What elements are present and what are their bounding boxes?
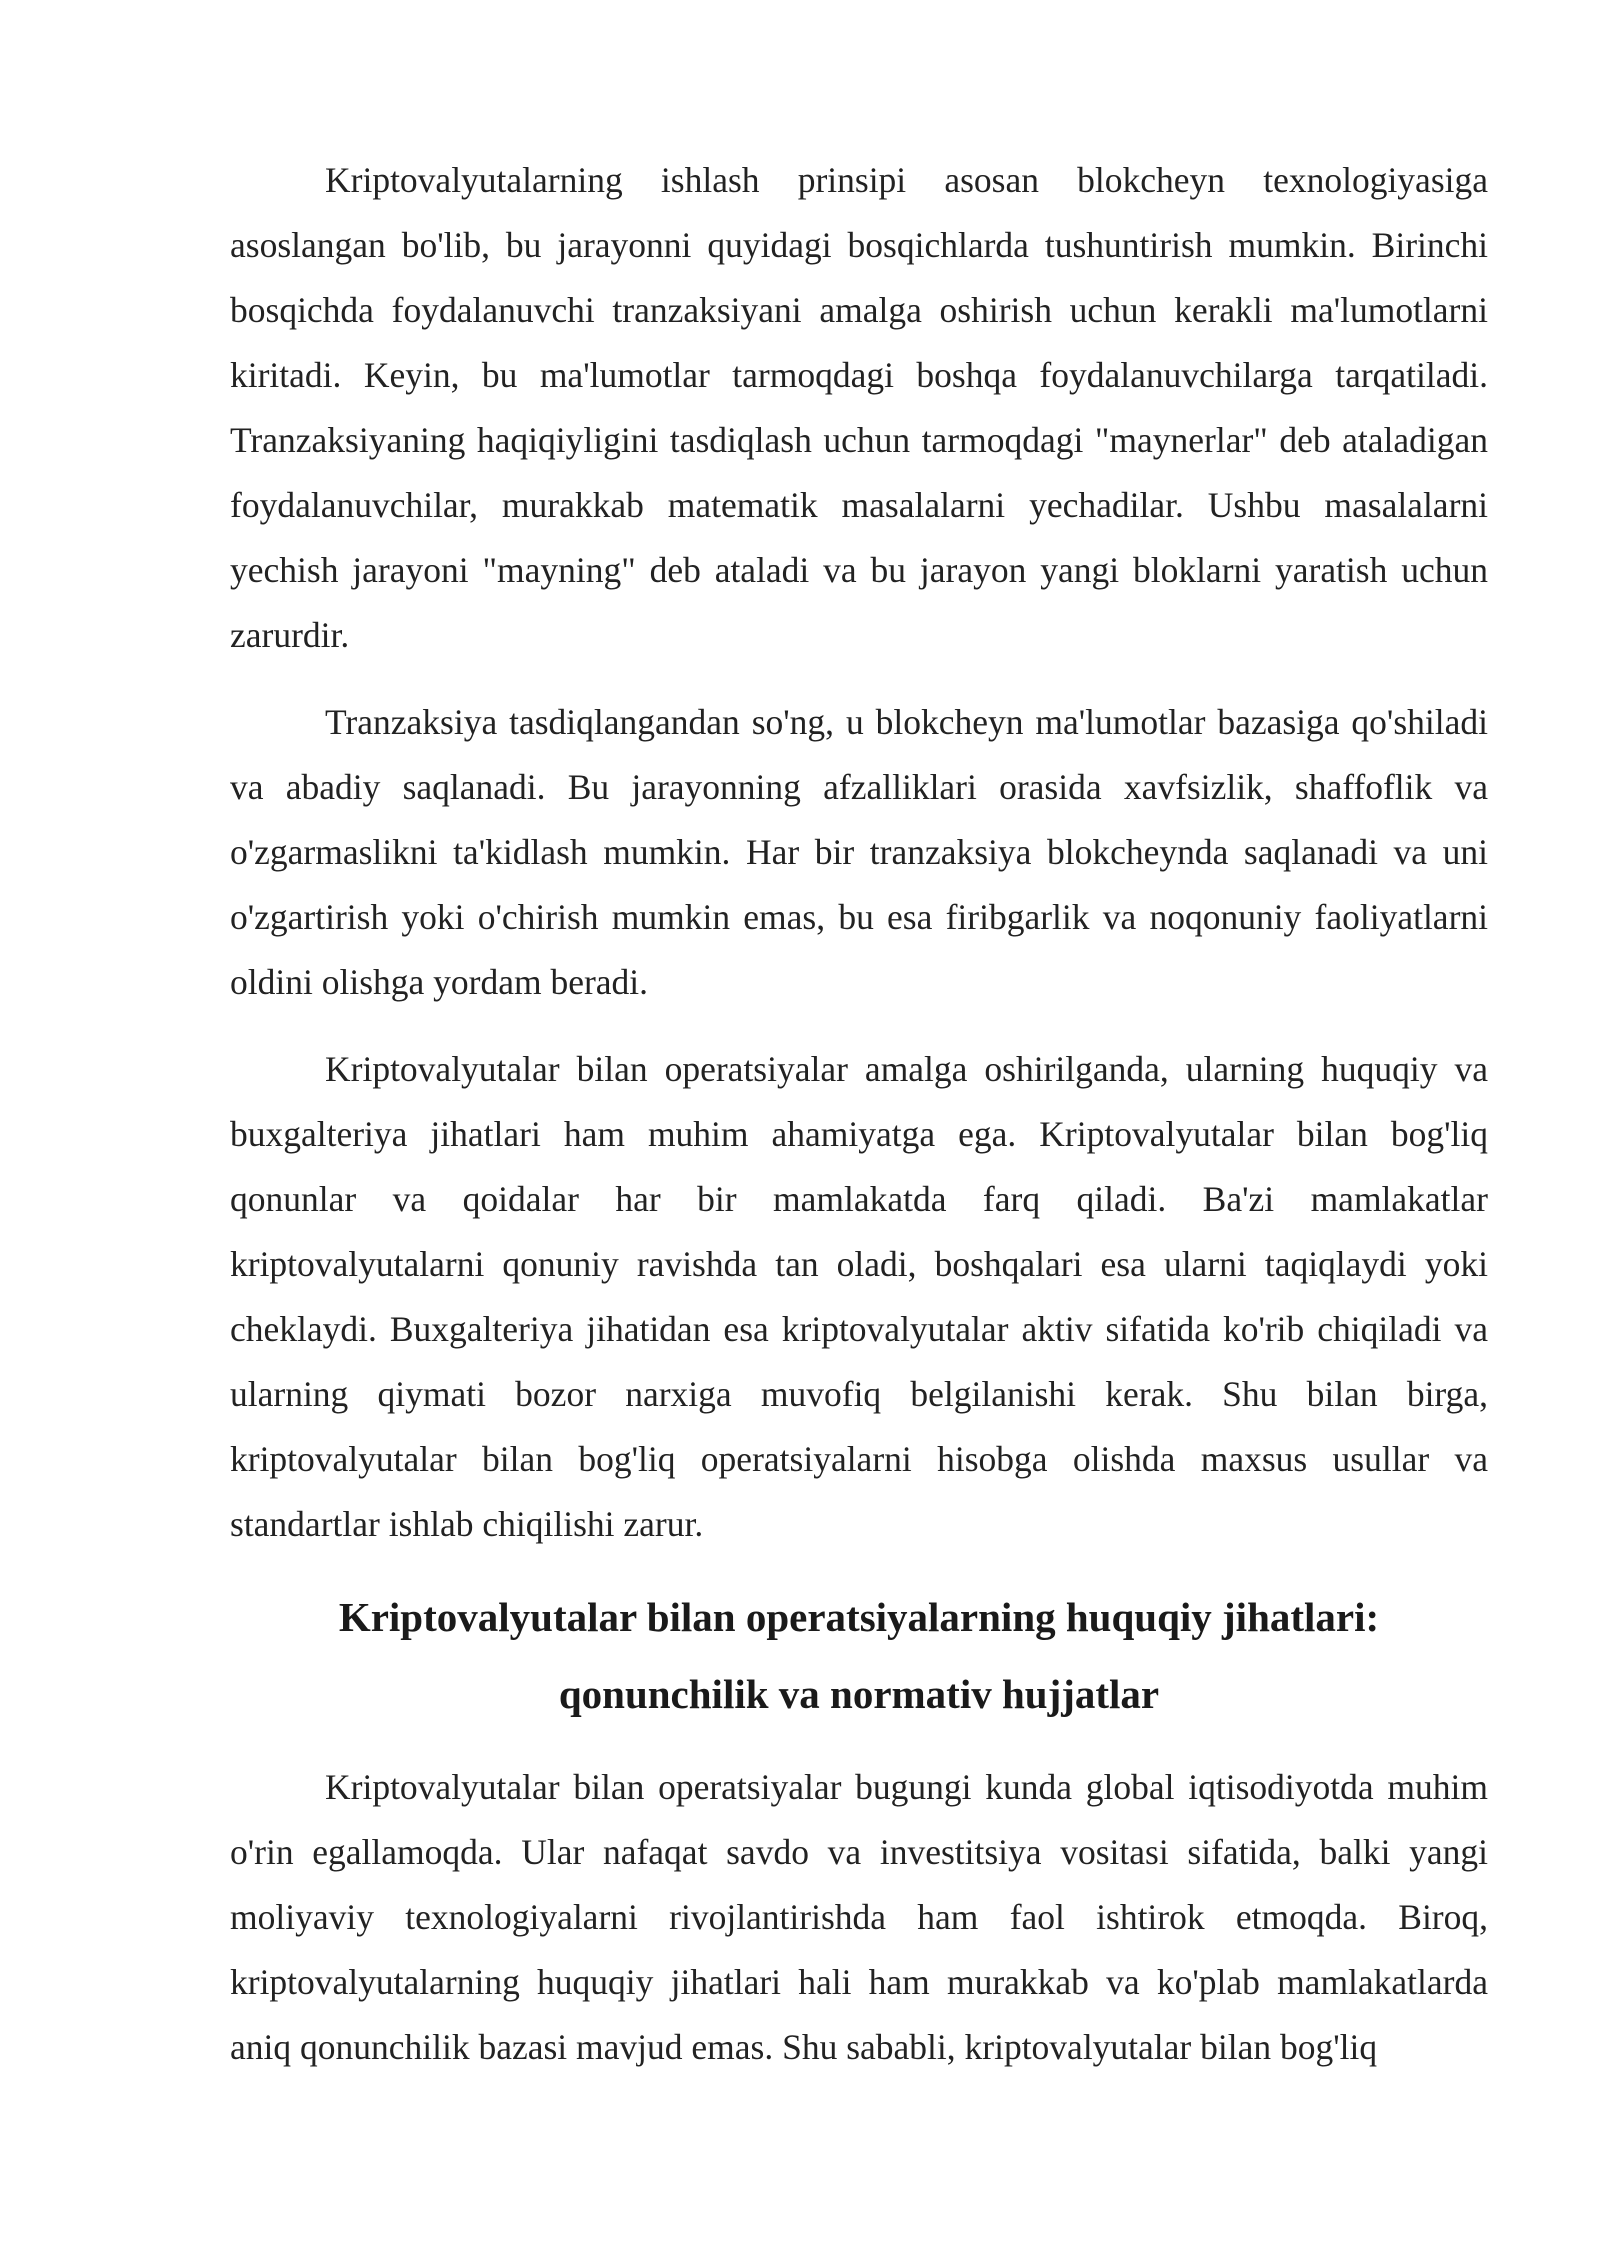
section-heading-line-1: Kriptovalyutalar bilan operatsiyalarning huquqiy jihatlari: (338, 1594, 1380, 1640)
paragraph-legal-accounting-aspects: Kriptovalyutalar bilan operatsiyalar amalga oshirilganda, ularning huquqiy va buxgalteriya jihatlari ham muhim ahamiyatga ega. Kriptovalyutalar bilan bog'liq qonunlar va qoidalar har bir mamlakatda farq qiladi. Ba'zi mamlakatlar kriptovalyutalarni qonuniy ravishda tan oladi, boshqalari esa ularni taqiqlaydi yoki cheklaydi. Buxgalteriya jihatidan esa kriptovalyutalar aktiv sifatida ko'rib chiqiladi va ularning qiymati bozor narxiga muvofiq belgilanishi kerak. Shu bilan birga, kriptovalyutalar bilan bog'liq operatsiyalarni hisobga olishda maxsus usullar va standartlar ishlab chiqilishi zarur. (230, 1049, 1488, 1544)
document-body (230, 148, 1488, 2102)
paragraph-transaction-confirmation: Tranzaksiya tasdiqlangandan so'ng, u blokcheyn ma'lumotlar bazasiga qo'shiladi va abadiy saqlanadi. Bu jarayonning afzalliklari orasida xavfsizlik, shaffoflik va o'zgarmaslikni ta'kidlash mumkin. Har bir tranzaksiya blokcheynda saqlanadi va uni o'zgartirish yoki o'chirish mumkin emas, bu esa firibgarlik va noqonuniy faoliyatlarni oldini olishga yordam beradi. (230, 702, 1488, 1002)
section-heading (230, 1579, 1488, 1733)
paragraph-legal-intro: Kriptovalyutalar bilan operatsiyalar bugungi kunda global iqtisodiyotda muhim o'rin egallamoqda. Ular nafaqat savdo va investitsiya vositasi sifatida, balki yangi moliyaviy texnologiyalarni rivojlantirishda ham faol ishtirok etmoqda. Biroq, kriptovalyutalarning huquqiy jihatlari hali ham murakkab va ko'plab mamlakatlarda aniq qonunchilik bazasi mavjud emas. Shu sababli, kriptovalyutalar bilan bog'liq (230, 1767, 1488, 2067)
section-heading-line-2: qonunchilik va normativ hujjatlar (558, 1671, 1160, 1717)
paragraph-blockchain-principle: Kriptovalyutalarning ishlash prinsipi asosan blokcheyn texnologiyasiga asoslangan bo'lib, bu jarayonni quyidagi bosqichlarda tushuntirish mumkin. Birinchi bosqichda foydalanuvchi tranzaksiyani amalga oshirish uchun kerakli ma'lumotlarni kiritadi. Keyin, bu ma'lumotlar tarmoqdagi boshqa foydalanuvchilarga tarqatiladi. Tranzaksiyaning haqiqiyligini tasdiqlash uchun tarmoqdagi "maynerlar" deb ataladigan foydalanuvchilar, murakkab matematik masalalarni yechadilar. Ushbu masalalarni yechish jarayoni "mayning" deb ataladi va bu jarayon yangi bloklarni yaratish uchun zarurdir. (230, 160, 1488, 655)
